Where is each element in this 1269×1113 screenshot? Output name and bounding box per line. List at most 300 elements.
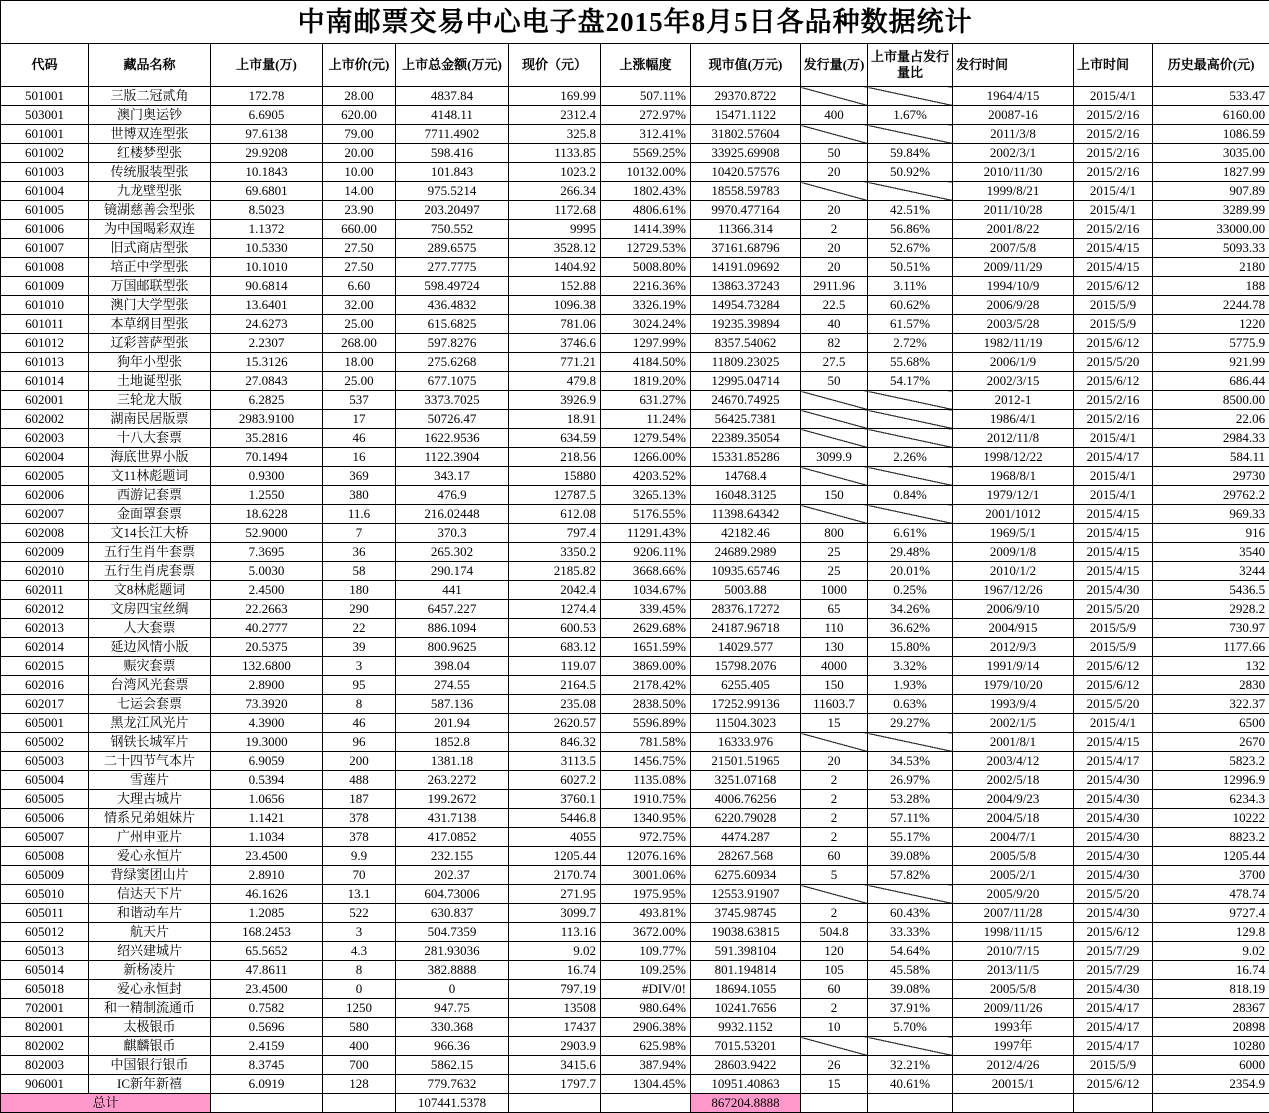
cell: 33.33% bbox=[868, 923, 953, 942]
cell: 2015/2/16 bbox=[1074, 144, 1153, 163]
cell: 802001 bbox=[1, 1018, 89, 1037]
cell: 202.37 bbox=[396, 866, 509, 885]
cell: 10951.40863 bbox=[691, 1075, 801, 1094]
cell: 1.1034 bbox=[211, 828, 323, 847]
cell: 27.0843 bbox=[211, 372, 323, 391]
table-row bbox=[1, 372, 1269, 391]
cell: 土地诞型张 bbox=[89, 372, 211, 391]
cell: 601001 bbox=[1, 125, 89, 144]
cell: 612.08 bbox=[509, 505, 601, 524]
cell: 28603.9422 bbox=[691, 1056, 801, 1075]
table-row bbox=[1, 657, 1269, 676]
cell: 802002 bbox=[1, 1037, 89, 1056]
cell: 2015/4/30 bbox=[1074, 847, 1153, 866]
cell: 3745.98745 bbox=[691, 904, 801, 923]
cell: 2015/6/12 bbox=[1074, 1075, 1153, 1094]
cell: 79.00 bbox=[323, 125, 396, 144]
cell: 972.75% bbox=[601, 828, 691, 847]
cell: 781.06 bbox=[509, 315, 601, 334]
table-row bbox=[1, 87, 1269, 106]
cell: 265.302 bbox=[396, 543, 509, 562]
total-list-amount: 107441.5378 bbox=[396, 1094, 509, 1113]
cell: 4474.287 bbox=[691, 828, 801, 847]
cell: 201.94 bbox=[396, 714, 509, 733]
column-header: 代码 bbox=[1, 44, 89, 87]
cell: 13508 bbox=[509, 999, 601, 1018]
cell: 22.06 bbox=[1153, 410, 1269, 429]
cell: 730.97 bbox=[1153, 619, 1269, 638]
cell: 2906.38% bbox=[601, 1018, 691, 1037]
cell: 152.88 bbox=[509, 277, 601, 296]
table-row bbox=[1, 410, 1269, 429]
cell: 28.00 bbox=[323, 87, 396, 106]
cell: 2015/7/29 bbox=[1074, 961, 1153, 980]
cell: 18.91 bbox=[509, 410, 601, 429]
cell: 4184.50% bbox=[601, 353, 691, 372]
cell: 黑龙江风光片 bbox=[89, 714, 211, 733]
cell: 50.92% bbox=[868, 163, 953, 182]
cell: 57.11% bbox=[868, 809, 953, 828]
cell: 1651.59% bbox=[601, 638, 691, 657]
cell: 601004 bbox=[1, 182, 89, 201]
cell: 19038.63815 bbox=[691, 923, 801, 942]
cell: 771.21 bbox=[509, 353, 601, 372]
cell: 2.4500 bbox=[211, 581, 323, 600]
cell: 180 bbox=[323, 581, 396, 600]
cell: 750.552 bbox=[396, 220, 509, 239]
cell: 2015/4/30 bbox=[1074, 904, 1153, 923]
cell: 11366.314 bbox=[691, 220, 801, 239]
cell: 60 bbox=[801, 980, 868, 999]
cell: 846.32 bbox=[509, 733, 601, 752]
cell: 1023.2 bbox=[509, 163, 601, 182]
cell: 和谐动车片 bbox=[89, 904, 211, 923]
cell: 1.0656 bbox=[211, 790, 323, 809]
cell: 29.48% bbox=[868, 543, 953, 562]
cell: 1827.99 bbox=[1153, 163, 1269, 182]
cell: 105 bbox=[801, 961, 868, 980]
cell: 18558.59783 bbox=[691, 182, 801, 201]
cell: 7 bbox=[323, 524, 396, 543]
cell: 281.93036 bbox=[396, 942, 509, 961]
cell: 文8林彪题词 bbox=[89, 581, 211, 600]
cell: 504.7359 bbox=[396, 923, 509, 942]
cell: 5176.55% bbox=[601, 505, 691, 524]
cell: 钢铁长城军片 bbox=[89, 733, 211, 752]
cell: 2015/5/9 bbox=[1074, 1056, 1153, 1075]
cell: 0 bbox=[323, 980, 396, 999]
cell: 6027.2 bbox=[509, 771, 601, 790]
cell: 6255.405 bbox=[691, 676, 801, 695]
cell: 2015/4/15 bbox=[1074, 543, 1153, 562]
cell: 2001/1012 bbox=[953, 505, 1074, 524]
cell: 601008 bbox=[1, 258, 89, 277]
cell: 22 bbox=[323, 619, 396, 638]
cell: 602002 bbox=[1, 410, 89, 429]
cell: 29730 bbox=[1153, 467, 1269, 486]
total-row bbox=[1, 1094, 1269, 1113]
cell: 2015/6/12 bbox=[1074, 657, 1153, 676]
cell bbox=[1153, 1094, 1269, 1113]
cell: 58 bbox=[323, 562, 396, 581]
cell: 96 bbox=[323, 733, 396, 752]
cell: 54.64% bbox=[868, 942, 953, 961]
column-header: 历史最高价(元) bbox=[1153, 44, 1269, 87]
cell: 2.4159 bbox=[211, 1037, 323, 1056]
cell: 886.1094 bbox=[396, 619, 509, 638]
cell: 2.8900 bbox=[211, 676, 323, 695]
cell: 10420.57576 bbox=[691, 163, 801, 182]
cell: 15331.85286 bbox=[691, 448, 801, 467]
cell: 503001 bbox=[1, 106, 89, 125]
cell: 3869.00% bbox=[601, 657, 691, 676]
cell: 343.17 bbox=[396, 467, 509, 486]
cell: 1993/9/4 bbox=[953, 695, 1074, 714]
cell: 188 bbox=[1153, 277, 1269, 296]
cell: 625.98% bbox=[601, 1037, 691, 1056]
cell: 46 bbox=[323, 714, 396, 733]
cell: 西游记套票 bbox=[89, 486, 211, 505]
cell: 605005 bbox=[1, 790, 89, 809]
cell: 2004/915 bbox=[953, 619, 1074, 638]
cell: 2005/5/8 bbox=[953, 847, 1074, 866]
table-row bbox=[1, 296, 1269, 315]
cell: 2911.96 bbox=[801, 277, 868, 296]
cell: 2015/4/1 bbox=[1074, 467, 1153, 486]
cell: 二十四节气本片 bbox=[89, 752, 211, 771]
cell: 2216.36% bbox=[601, 277, 691, 296]
cell: 0.5394 bbox=[211, 771, 323, 790]
cell: 7015.53201 bbox=[691, 1037, 801, 1056]
cell: 700 bbox=[323, 1056, 396, 1075]
cell: 907.89 bbox=[1153, 182, 1269, 201]
cell: 802003 bbox=[1, 1056, 89, 1075]
cell: 20 bbox=[801, 752, 868, 771]
cell: 23.4500 bbox=[211, 980, 323, 999]
cell: 35.2816 bbox=[211, 429, 323, 448]
cell: 2012/4/26 bbox=[953, 1056, 1074, 1075]
cell: 5446.8 bbox=[509, 809, 601, 828]
cell: 广州申亚片 bbox=[89, 828, 211, 847]
cell: 3265.13% bbox=[601, 486, 691, 505]
cell: 3035.00 bbox=[1153, 144, 1269, 163]
cell: 113.16 bbox=[509, 923, 601, 942]
cell: 5 bbox=[801, 866, 868, 885]
cell: 2015/4/15 bbox=[1074, 733, 1153, 752]
cell: 文房四宝丝绸 bbox=[89, 600, 211, 619]
cell: 8.5023 bbox=[211, 201, 323, 220]
cell: 1274.4 bbox=[509, 600, 601, 619]
cell: 2006/1/9 bbox=[953, 353, 1074, 372]
cell: 605004 bbox=[1, 771, 89, 790]
cell: 2007/5/8 bbox=[953, 239, 1074, 258]
cell: 17437 bbox=[509, 1018, 601, 1037]
cell: 605011 bbox=[1, 904, 89, 923]
cell: 1000 bbox=[801, 581, 868, 600]
table-row bbox=[1, 334, 1269, 353]
cell: 601012 bbox=[1, 334, 89, 353]
cell: 5596.89% bbox=[601, 714, 691, 733]
column-header: 发行时间 bbox=[953, 44, 1074, 87]
cell: 40.61% bbox=[868, 1075, 953, 1094]
cell: 2015/2/16 bbox=[1074, 106, 1153, 125]
column-header: 上涨幅度 bbox=[601, 44, 691, 87]
cell: 3099.9 bbox=[801, 448, 868, 467]
cell: 3244 bbox=[1153, 562, 1269, 581]
total-label: 总计 bbox=[1, 1094, 211, 1113]
cell: 272.97% bbox=[601, 106, 691, 125]
cell: 20.5375 bbox=[211, 638, 323, 657]
cell: 274.55 bbox=[396, 676, 509, 695]
cell: 15798.2076 bbox=[691, 657, 801, 676]
cell: 1340.95% bbox=[601, 809, 691, 828]
cell: 4806.61% bbox=[601, 201, 691, 220]
cell: 28267.568 bbox=[691, 847, 801, 866]
cell: 56425.7381 bbox=[691, 410, 801, 429]
cell: 150 bbox=[801, 676, 868, 695]
cell: 20087-16 bbox=[953, 106, 1074, 125]
table-row bbox=[1, 505, 1269, 524]
cell: 598.416 bbox=[396, 144, 509, 163]
cell: 16333.976 bbox=[691, 733, 801, 752]
table-row bbox=[1, 258, 1269, 277]
cell: 1.2085 bbox=[211, 904, 323, 923]
cell: 九龙壁型张 bbox=[89, 182, 211, 201]
cell: 601002 bbox=[1, 144, 89, 163]
cell: 3926.9 bbox=[509, 391, 601, 410]
cell: 20 bbox=[801, 163, 868, 182]
cell: 2005/9/20 bbox=[953, 885, 1074, 904]
total-market-value: 867204.8888 bbox=[691, 1094, 801, 1113]
cell: 5775.9 bbox=[1153, 334, 1269, 353]
cell: 15880 bbox=[509, 467, 601, 486]
cell: 6.61% bbox=[868, 524, 953, 543]
cell: 478.74 bbox=[1153, 885, 1269, 904]
cell: 8.3745 bbox=[211, 1056, 323, 1075]
cell: 602016 bbox=[1, 676, 89, 695]
column-header: 上市总金额(万元) bbox=[396, 44, 509, 87]
cell: 十八大套票 bbox=[89, 429, 211, 448]
cell: 42.51% bbox=[868, 201, 953, 220]
cell: 5569.25% bbox=[601, 144, 691, 163]
cell: 47.8611 bbox=[211, 961, 323, 980]
cell: 605018 bbox=[1, 980, 89, 999]
cell: 1135.08% bbox=[601, 771, 691, 790]
cell: 16048.3125 bbox=[691, 486, 801, 505]
cell: 15 bbox=[801, 1075, 868, 1094]
cell: 605006 bbox=[1, 809, 89, 828]
cell: 60 bbox=[801, 847, 868, 866]
cell: 2005/2/1 bbox=[953, 866, 1074, 885]
cell: 55.68% bbox=[868, 353, 953, 372]
cell: 601014 bbox=[1, 372, 89, 391]
table-row bbox=[1, 220, 1269, 239]
cell bbox=[801, 467, 868, 486]
cell: 417.0852 bbox=[396, 828, 509, 847]
cell: 9970.477164 bbox=[691, 201, 801, 220]
table-row bbox=[1, 942, 1269, 961]
cell: 28376.17272 bbox=[691, 600, 801, 619]
cell: 19.3000 bbox=[211, 733, 323, 752]
cell: 1034.67% bbox=[601, 581, 691, 600]
cell: 4006.76256 bbox=[691, 790, 801, 809]
cell: 29.9208 bbox=[211, 144, 323, 163]
cell: 109.25% bbox=[601, 961, 691, 980]
cell: 605003 bbox=[1, 752, 89, 771]
cell: 3540 bbox=[1153, 543, 1269, 562]
cell: 501001 bbox=[1, 87, 89, 106]
cell: 3.32% bbox=[868, 657, 953, 676]
cell: 1250 bbox=[323, 999, 396, 1018]
cell: 45.58% bbox=[868, 961, 953, 980]
cell: 23.4500 bbox=[211, 847, 323, 866]
cell: 3 bbox=[323, 657, 396, 676]
cell: 1381.18 bbox=[396, 752, 509, 771]
cell: 779.7632 bbox=[396, 1075, 509, 1094]
cell: 2003/5/28 bbox=[953, 315, 1074, 334]
cell: 2009/1/8 bbox=[953, 543, 1074, 562]
cell: 2015/4/1 bbox=[1074, 87, 1153, 106]
cell: 3415.6 bbox=[509, 1056, 601, 1075]
table-row bbox=[1, 904, 1269, 923]
cell: 55.17% bbox=[868, 828, 953, 847]
cell: 4.3900 bbox=[211, 714, 323, 733]
page-title: 中南邮票交易中心电子盘2015年8月5日各品种数据统计 bbox=[1, 1, 1269, 44]
cell: 50 bbox=[801, 144, 868, 163]
column-header: 现价（元） bbox=[509, 44, 601, 87]
cell: 2004/9/23 bbox=[953, 790, 1074, 809]
cell: 620.00 bbox=[323, 106, 396, 125]
cell: 14.00 bbox=[323, 182, 396, 201]
cell: 2015/4/15 bbox=[1074, 239, 1153, 258]
cell: 0.5696 bbox=[211, 1018, 323, 1037]
cell: 2903.9 bbox=[509, 1037, 601, 1056]
cell: 28367 bbox=[1153, 999, 1269, 1018]
cell: 2003/4/12 bbox=[953, 752, 1074, 771]
cell: 2830 bbox=[1153, 676, 1269, 695]
cell: 322.37 bbox=[1153, 695, 1269, 714]
cell: 0.63% bbox=[868, 695, 953, 714]
cell: 33000.00 bbox=[1153, 220, 1269, 239]
cell: 6000 bbox=[1153, 1056, 1269, 1075]
cell: 2 bbox=[801, 999, 868, 1018]
cell: 601005 bbox=[1, 201, 89, 220]
cell: 797.19 bbox=[509, 980, 601, 999]
cell: 湖南民居版票 bbox=[89, 410, 211, 429]
cell: 太极银币 bbox=[89, 1018, 211, 1037]
cell: 50 bbox=[801, 372, 868, 391]
cell: 4000 bbox=[801, 657, 868, 676]
cell bbox=[801, 182, 868, 201]
cell: 航天片 bbox=[89, 923, 211, 942]
cell: 2015/2/16 bbox=[1074, 163, 1153, 182]
cell: 1997年 bbox=[953, 1037, 1074, 1056]
cell: 24187.96718 bbox=[691, 619, 801, 638]
cell: 2042.4 bbox=[509, 581, 601, 600]
cell: 1991/9/14 bbox=[953, 657, 1074, 676]
cell: 16.74 bbox=[509, 961, 601, 980]
cell: 677.1075 bbox=[396, 372, 509, 391]
cell: 605009 bbox=[1, 866, 89, 885]
cell: 1220 bbox=[1153, 315, 1269, 334]
cell: 2015/5/20 bbox=[1074, 885, 1153, 904]
cell: 5436.5 bbox=[1153, 581, 1269, 600]
cell: 10935.65746 bbox=[691, 562, 801, 581]
cell: 七运会套票 bbox=[89, 695, 211, 714]
cell bbox=[868, 391, 953, 410]
table-row bbox=[1, 866, 1269, 885]
cell bbox=[868, 410, 953, 429]
column-header: 上市时间 bbox=[1074, 44, 1153, 87]
cell: 587.136 bbox=[396, 695, 509, 714]
cell: 70 bbox=[323, 866, 396, 885]
cell: 32.21% bbox=[868, 1056, 953, 1075]
cell: 218.56 bbox=[509, 448, 601, 467]
cell: 818.19 bbox=[1153, 980, 1269, 999]
table-row bbox=[1, 315, 1269, 334]
cell: 1.93% bbox=[868, 676, 953, 695]
cell: 2015/4/15 bbox=[1074, 258, 1153, 277]
cell: 132.6800 bbox=[211, 657, 323, 676]
cell: 6.2825 bbox=[211, 391, 323, 410]
cell: 4055 bbox=[509, 828, 601, 847]
cell: 澳门大学型张 bbox=[89, 296, 211, 315]
cell: 2004/5/18 bbox=[953, 809, 1074, 828]
cell: 601010 bbox=[1, 296, 89, 315]
cell: 1456.75% bbox=[601, 752, 691, 771]
cell: 2002/3/1 bbox=[953, 144, 1074, 163]
cell: 400 bbox=[323, 1037, 396, 1056]
cell: 268.00 bbox=[323, 334, 396, 353]
cell: 60.62% bbox=[868, 296, 953, 315]
cell: 33925.69908 bbox=[691, 144, 801, 163]
cell: 3001.06% bbox=[601, 866, 691, 885]
cell bbox=[323, 1094, 396, 1113]
cell: 800.9625 bbox=[396, 638, 509, 657]
cell: 378 bbox=[323, 809, 396, 828]
cell: 1999/8/21 bbox=[953, 182, 1074, 201]
cell: 82 bbox=[801, 334, 868, 353]
cell: 2164.5 bbox=[509, 676, 601, 695]
column-header: 上市量(万) bbox=[211, 44, 323, 87]
table-body bbox=[1, 87, 1269, 1113]
cell: 3668.66% bbox=[601, 562, 691, 581]
cell: 6457.227 bbox=[396, 600, 509, 619]
cell: 1404.92 bbox=[509, 258, 601, 277]
cell: 2015/4/30 bbox=[1074, 771, 1153, 790]
title-row bbox=[1, 1, 1269, 44]
cell bbox=[868, 182, 953, 201]
cell: 25 bbox=[801, 543, 868, 562]
cell: 605014 bbox=[1, 961, 89, 980]
cell: 背绿窦团山片 bbox=[89, 866, 211, 885]
cell: 20 bbox=[801, 201, 868, 220]
cell: 591.398104 bbox=[691, 942, 801, 961]
cell: 507.11% bbox=[601, 87, 691, 106]
cell: 39 bbox=[323, 638, 396, 657]
cell: 90.6814 bbox=[211, 277, 323, 296]
cell: 1993年 bbox=[953, 1018, 1074, 1037]
cell: 1998/12/22 bbox=[953, 448, 1074, 467]
cell: 7.3695 bbox=[211, 543, 323, 562]
cell: 5862.15 bbox=[396, 1056, 509, 1075]
cell: 24670.74925 bbox=[691, 391, 801, 410]
cell: 2011/3/8 bbox=[953, 125, 1074, 144]
cell: 29370.8722 bbox=[691, 87, 801, 106]
cell: 18.00 bbox=[323, 353, 396, 372]
cell bbox=[868, 87, 953, 106]
cell: 2002/3/15 bbox=[953, 372, 1074, 391]
